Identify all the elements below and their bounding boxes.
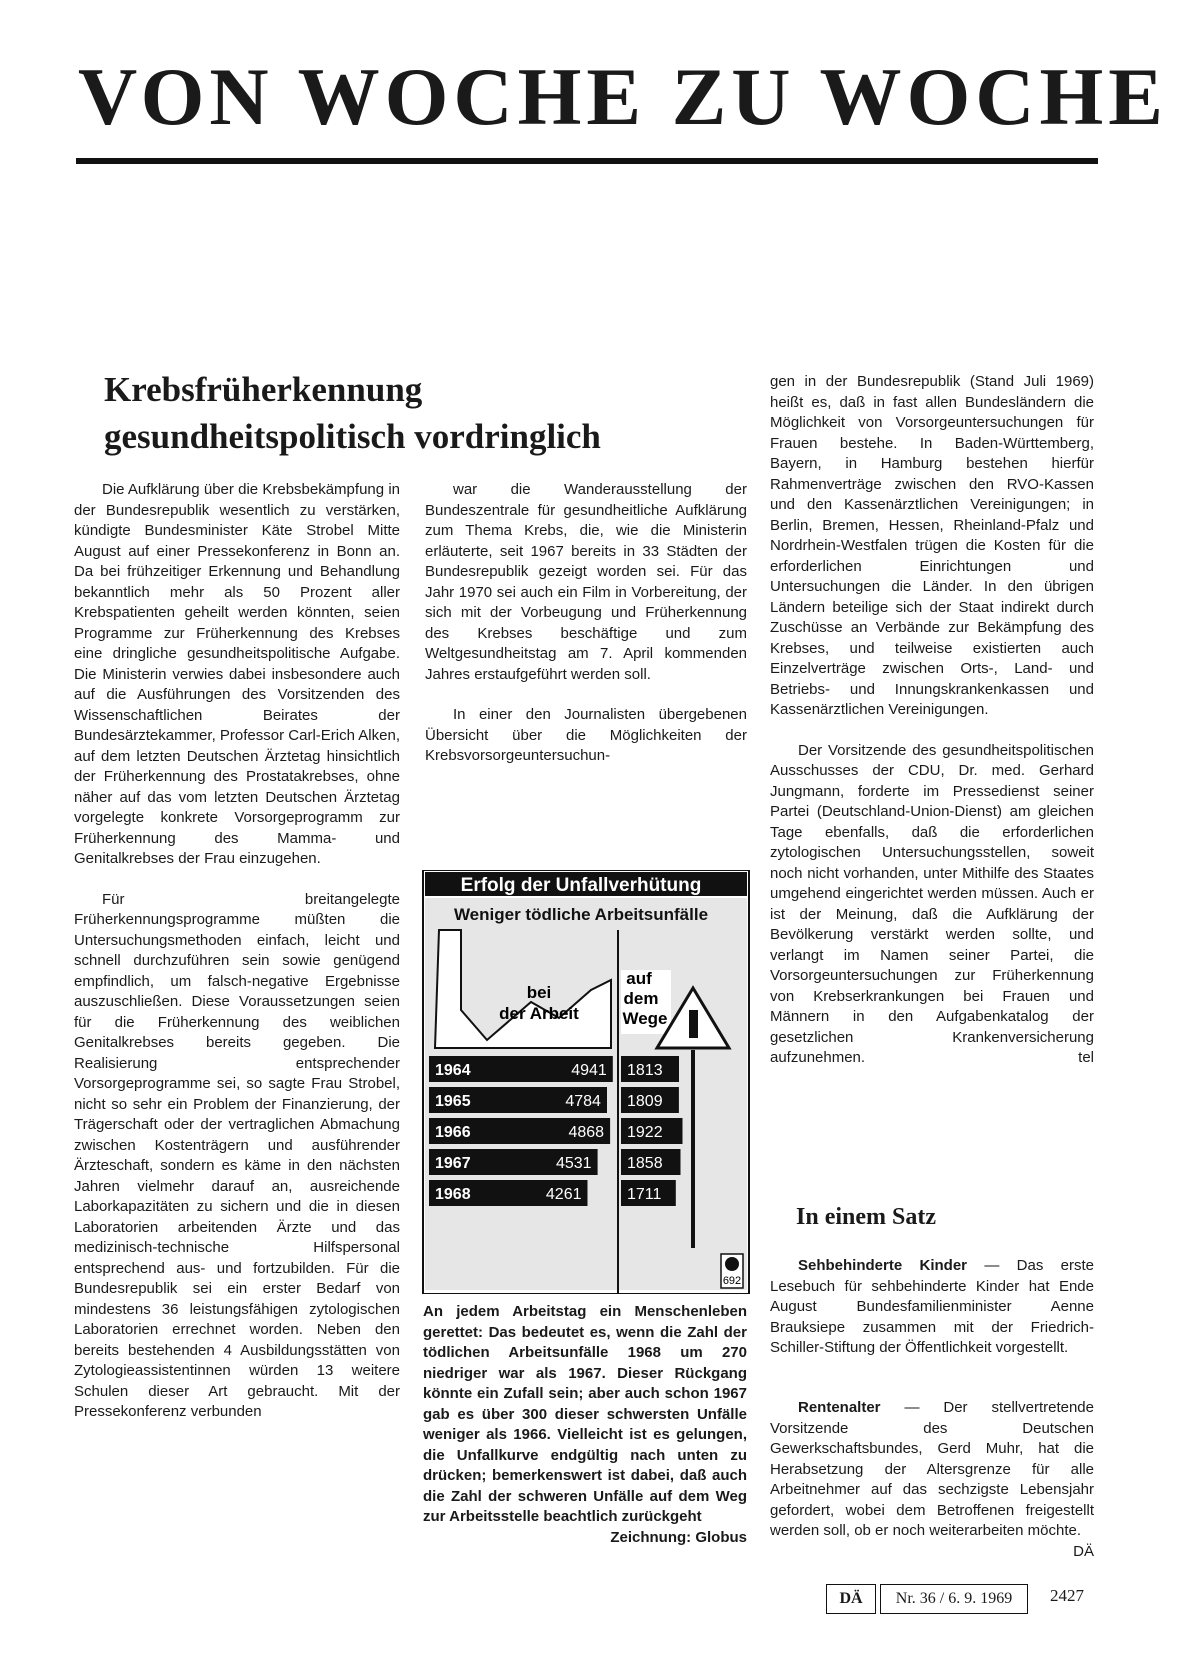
bar-wege-value: 1711 — [627, 1186, 662, 1203]
bar-year-label: 1968 — [435, 1186, 471, 1203]
paragraph: In einer den Journalisten übergebenen Übersicht über die Möglichkeiten der Krebsvorsorgeuntersuchun- — [425, 706, 747, 764]
article-column-3 — [770, 372, 1094, 1069]
paragraph: Die Aufklärung über die Krebsbekämpfung in der Bundesrepublik wesentlich zu verstärken, kündigte Bundesminister Käte Strobel Mitte August auf einer Pressekonferenz in Bonn an. Da bei frühzeitiger Erkennung und Behandlung bekanntlich mehr als 50 Prozent aller Krebspatienten geheilt werden könnten, seien Programme zur Früherkennung des Krebses eine dringliche gesundheitspolitische Aufgabe. Die Ministerin verwies dabei insbesondere auch auf die Ausführungen des Vorsitzenden des Wissenschaftlichen Beirates der Bundesärztekammer, Professor Carl-Erich Alken, auf dem letzten Deutschen Ärztetag hinsichtlich der Früherkennung des Prostatakrebses, ohne näher auf das vom letzten Deutschen Ärztetag vorgelegte konkrete Vorsorgeprogramm zur Früherkennung des Mamma- und Genitalkrebses der Frau einzugehen. — [74, 481, 400, 867]
chart-credit: Zeichnung: Globus — [610, 1528, 747, 1546]
globus-badge-number: 692 — [722, 1275, 742, 1287]
accident-chart — [421, 870, 751, 1294]
masthead-rule — [76, 158, 1098, 164]
series2-label-line2: dem — [623, 989, 659, 1008]
chart-caption — [423, 1302, 747, 1548]
author-signature: tel — [1078, 1049, 1094, 1066]
series1-label-line1: bei — [526, 983, 552, 1002]
bar-year-label: 1967 — [435, 1155, 471, 1172]
paragraph: war die Wanderausstellung der Bundeszentrale für gesundheitliche Aufklärung zum Thema Krebs, die, wie die Ministerin erläuterte, seit 1967 bereits in 33 Städten der Bundesrepublik gezeigt worden sei. Für das Jahr 1970 sei auch ein Film in Vorbereitung, der sich mit der Vorbeugung und Früherkennung des Krebses beschäftige und zum Weltgesundheitstag am 7. April kommenden Jahres erstaufgeführt werden soll. — [425, 481, 747, 683]
headline-line-1: Krebsfrüherkennung — [104, 370, 423, 409]
warning-sign-pole — [691, 1050, 695, 1248]
chart-subtitle: Weniger tödliche Arbeitsunfälle — [453, 905, 709, 924]
series2-label-line1: auf — [626, 969, 652, 988]
bar-arbeit-value: 4868 — [568, 1124, 605, 1141]
article-column-1 — [74, 480, 400, 1423]
brief-signature: DÄ — [1073, 1542, 1094, 1560]
globus-logo-mark — [725, 1257, 739, 1271]
paragraph — [770, 741, 1094, 1069]
chart-bars — [429, 1056, 683, 1206]
bar-arbeit-value: 4784 — [565, 1093, 601, 1110]
in-einem-satz-heading: In einem Satz — [796, 1204, 936, 1230]
bar-arbeit-value: 4941 — [571, 1062, 607, 1079]
brief-paragraph — [770, 1398, 1094, 1560]
bar-arbeit-value: 4261 — [545, 1186, 582, 1203]
page-number: 2427 — [1050, 1586, 1084, 1605]
brief-paragraph — [770, 1256, 1094, 1359]
brief-text: — Der stellvertretende Vorsitzende des Deutschen Gewerkschaftsbundes, Gerd Muhr, hat die Herabsetzung der Altersgrenze für alle Arbeitnehmer auf das sechzigste Lebensjahr gefordert, wobei dem Betroffenen freigestellt werden soll, ob er noch weiterarbeiten möchte. — [770, 1399, 1094, 1539]
caption-text: An jedem Arbeitstag ein Menschenleben gerettet: Das bedeutet es, wenn die Zahl der tödlichen Arbeitsunfälle 1968 um 270 niedriger war als 1967. Dieser Rückgang könnte ein Zufall sein; aber auch schon 1967 gab es über 300 dieser schwersten Unfälle weniger als 1966. Vielleicht ist es gelungen, die Unfallkurve endgültig nach unten zu drücken; bemerkenswert ist dabei, daß auch die Zahl der schweren Unfälle auf dem Weg zur Arbeitsstelle beachtlich zurückgeht — [423, 1303, 747, 1525]
road-line — [617, 930, 619, 1294]
series2-label-line3: Wege — [622, 1009, 668, 1028]
chart-title: Erfolg der Unfallverhütung — [460, 875, 702, 896]
bar-wege-value: 1813 — [627, 1062, 663, 1079]
bar-year-label: 1964 — [435, 1062, 471, 1079]
article-headline — [104, 366, 704, 460]
masthead: VON WOCHE ZU WOCHE — [78, 51, 1168, 142]
article-column-2 — [425, 480, 747, 767]
paragraph: gen in der Bundesrepublik (Stand Juli 1969) heißt es, daß in fast allen Bundesländern die Möglichkeit von Vorsorgeuntersuchungen für Frauen bestehe. In Baden-Württemberg, Bayern, in Hamburg bestehen hierfür Rahmenverträge zwischen den RVO-Kassen und den Kassenärztlichen Vereinigungen; in Berlin, Bremen, Hessen, Rheinland-Pfalz und Nordrhein-Westfalen trügen die Kosten für die erforderlichen Einrichtungen und Untersuchungen die Länder. In den übrigen Ländern beteilige sich der Staat indirekt durch Zuschüsse an Verbände zur Bekämpfung des Krebses, und teilweise existierten auch Einzelverträge zwischen Orts-, Land- und Betriebs- und Innungskrankenkassen und Kassenärztlichen Vereinigungen. — [770, 373, 1094, 718]
paragraph-text: Der Vorsitzende des gesundheitspolitischen Ausschusses der CDU, Dr. med. Gerhard Jungmann, forderte im Pressedienst seiner Partei (Deutschland-Union-Dienst) am gleichen Tage ebenfalls, daß die erforderlichen zytologischen Untersuchungsstellen, soweit noch nicht vorhanden, unter Mithilfe des Staates umgehend eingerichtet werden müssen. Auch er ist der Meinung, daß die Aufklärung der Bevölkerung verstärkt werden sollte, und verlangt im Namen seiner Partei, die Vorsorgeuntersuchungen zur Früherkennung von Krebserkrankungen bei Frauen und Männern in den Aufgabenkatalog der gesetzlichen Krankenversicherung aufzunehmen. — [770, 741, 1094, 1066]
journal-abbrev: DÄ — [826, 1584, 876, 1614]
bar-wege-value: 1858 — [627, 1155, 663, 1172]
bar-wege-value: 1809 — [627, 1093, 663, 1110]
brief-lead: Rentenalter — [798, 1399, 881, 1416]
paragraph: Für breitangelegte Früherkennungsprogramme müßten die Untersuchungsmethoden einfach, leicht und schnell durchzuführen sein sowie genügend empfindlich, um falsch-negative Ergebnisse auszuschließen. Diese Voraussetzungen seien für die Früherkennung des weiblichen Genitalkrebses bereits gegeben. Die Realisierung entsprechender Vorsorgeprogramme sei, so sagte Frau Strobel, nicht so sehr ein Problem der Finanzierung, der Trägerschaft oder der vertraglichen Abmachung zwischen Kostenträgern und ausführender Ärzteschaft, sondern es käme in den nächsten Jahren vielmehr darauf an, ausreichende Laborkapazitäten zu sichern und die in diesen Laboratorien arbeitenden Ärzte und das medizinisch-technische Hilfspersonal entsprechend aus- und fortzubilden. Für die Bundesrepublik sei ein erster Bedarf von mindestens 36 leistungsfähigen zytologischen Laboratorien errechnet worden. Neben den bereits bestehenden 4 Ausbildungsstätten von Zytologieassistentinnen würden 13 weitere Schulen dieser Art gebraucht. Mit der Pressekonferenz verbunden — [74, 890, 400, 1420]
bar-wege-value: 1922 — [627, 1124, 663, 1141]
bar-year-label: 1965 — [435, 1093, 471, 1110]
brief-lead: Sehbehinderte Kinder — [798, 1257, 968, 1274]
warning-sign-mark — [689, 1010, 698, 1038]
brief-item-1 — [770, 1256, 1094, 1359]
issue-info: Nr. 36 / 6. 9. 1969 — [880, 1584, 1028, 1614]
brief-item-2 — [770, 1398, 1094, 1562]
series1-label-line2: der Arbeit — [499, 1004, 579, 1023]
headline-line-2: gesundheitspolitisch vordringlich — [104, 417, 601, 456]
chart-graphic — [421, 870, 751, 1294]
brief-text: — Das erste Lesebuch für sehbehinderte Kinder hat Ende August Bundesfamilienminister Aenne Brauksiepe zusammen mit der Friedrich-Schiller-Stiftung der Öffentlichkeit vorgestellt. — [770, 1257, 1094, 1356]
bar-year-label: 1966 — [435, 1124, 471, 1141]
bar-arbeit-value: 4531 — [555, 1155, 592, 1172]
